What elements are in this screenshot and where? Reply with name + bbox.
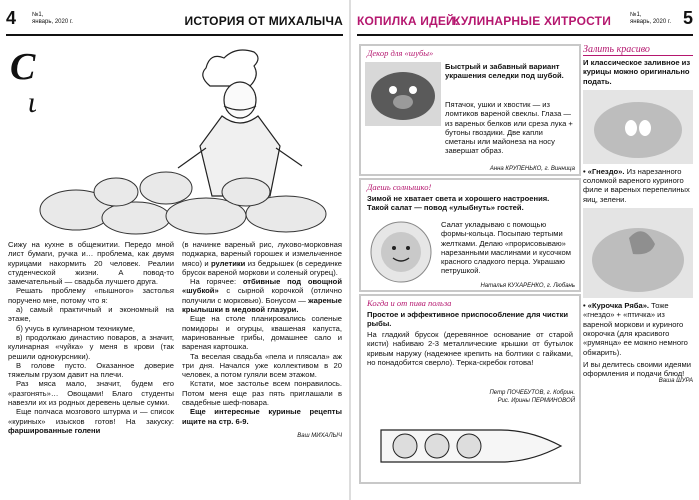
- box-lead: Простое и эффективное приспособление для чистки рыбы.: [367, 310, 569, 329]
- box-body: Пятачок, ушки и хвостик — из ломтиков вареной свеклы. Глаза — из вареных белков или среза лука + бутоны гвоздики. Две капли сметаны или майонеза на носу завершат образ.: [445, 100, 573, 156]
- title-line-1: Свадебный: [10, 46, 194, 88]
- nest-text: Из нарезанного соломкой вареного куриного филе и вареных перепелиных яиц, зелени.: [583, 166, 690, 204]
- nest-label: • «Гнездо».: [583, 166, 625, 176]
- page-number: 5: [682, 8, 693, 28]
- col1-para: [8, 407, 174, 435]
- col2-top-bold: рулетики: [210, 258, 246, 268]
- col1-bold-tail: фаршированные голени: [8, 425, 101, 435]
- side-closing: И вы делитесь своими идеями оформления и подачи блюд!: [583, 359, 691, 379]
- hot-label: На горячее:: [190, 277, 237, 287]
- col2-para: Та веселая свадьба «пела и плясала» аж три дня. Начался уже коллективом в 20 человек, а потом гуляли всем этажом.: [182, 351, 342, 380]
- hot-bold: отбивные под овощной «шубкой»: [182, 277, 342, 296]
- box-title: Декор для «шубы»: [367, 48, 434, 58]
- col2-bold-end: Еще интересные куриные рецепты ищите на стр. 6-9.: [182, 407, 342, 426]
- col1-para: Раз мяса мало, значит, будем его «разгонять»… Овощами! Благо студенты навезли их из родных деревень целые сумки.: [8, 379, 174, 408]
- issue-info: №1, январь, 2020 г.: [32, 12, 73, 25]
- box-sign: Анна КРУПЕНЬКО, г. Винница: [489, 166, 575, 172]
- col2-para: [182, 240, 342, 277]
- ryaba-label: • «Курочка Ряба».: [583, 301, 650, 311]
- col1-para: в) продолжаю династию поваров, а значит, кулинарная «чуйка» у меня в крови (так решили однокурсники).: [8, 332, 174, 361]
- col1-para: В голове пусто. Оказанное доверие тяжелым грузом давит на плечи.: [8, 360, 174, 380]
- right-header: [357, 6, 693, 36]
- sun-salad-photo: [365, 220, 437, 284]
- box-body: Салат укладываю с помощью формы-кольца. Посыпаю тертыми желтками. Делаю «прорисовываю» нарезанными маслинами и кусочком красного сладкого перца. Украшаю петрушкой.: [441, 220, 571, 276]
- nest-desc: [583, 167, 693, 204]
- title-line-2: шеф-повар: [28, 86, 168, 119]
- box-sign: Рис. Ирины ПЕРМИНОВОЙ: [497, 398, 575, 404]
- ryaba-desc: [583, 301, 693, 357]
- tip-box-beer: [359, 294, 581, 484]
- page-number: 4: [6, 8, 17, 28]
- hot-bold-2: жареные крылышки в медовой глазури.: [182, 295, 342, 315]
- rubric-a: КОПИЛКА ИДЕЙ:: [357, 14, 460, 28]
- rubric-b: КУЛИНАРНЫЕ ХИТРОСТИ: [453, 14, 612, 28]
- col1-para: Решать проблему «пышного» застолья поручено мне, потому что я:: [8, 286, 174, 305]
- box-lead: Быстрый и забавный вариант украшения селедки под шубой.: [445, 62, 564, 81]
- left-page: [0, 0, 349, 500]
- col2-para: Кстати, мое застолье всем понравилось. Потом меня еще раз пять приглашали в свадебные шеф-повара.: [182, 379, 342, 408]
- col1-para-text: Еще полчаса мозгового штурма и — список «куриных» изысков готов! На закуску:: [8, 407, 174, 426]
- rubric-title: ИСТОРИЯ ОТ МИХАЛЫЧА: [184, 14, 343, 28]
- box-sign: Наталья КУХАРЕНКО, г. Любань: [480, 283, 575, 289]
- article-col-2: [182, 240, 342, 441]
- box-title: Даешь солнышко!: [367, 182, 432, 192]
- box-lead: Зимой не хватает света и хорошего настроения. Такой салат — повод «улыбнуть» гостей.: [367, 194, 550, 213]
- poultry-pile: [40, 172, 326, 234]
- fish-scraper-drawing: [371, 408, 571, 476]
- signature: Ваш МИХАЛЫЧ: [297, 432, 342, 439]
- ryaba-text: Тоже «гнездо» + «птичка» из вареной моркови и куриного окорочка (для красивого «румянца» ее можно немного обжарить).: [583, 301, 688, 357]
- herring-pig-photo: [365, 62, 441, 126]
- tip-box-decor: [359, 44, 581, 176]
- issue-info: №1, январь, 2020 г.: [630, 12, 671, 25]
- tip-box-sun: [359, 178, 581, 292]
- col2-para: [182, 277, 342, 314]
- side-column: [583, 44, 693, 490]
- box-body: На гладкий брусок (деревянное основание от старой кисти) набиваю 2-3 металлические крышки от бутылок кривым наружу (надежнее крепить на болтики с гайками, но понадобится сверло). Терка-скребок готова!: [367, 330, 573, 367]
- chef-figure: [178, 50, 302, 196]
- article-col-1: [8, 240, 174, 435]
- side-title: Залить красиво: [583, 44, 693, 56]
- ryaba-photo: [583, 208, 693, 298]
- col2-para: Еще на столе планировались соленые помидоры и огурцы, квашеная капуста, маринованные грибы, домашнее сало и вареная картошка.: [182, 314, 342, 352]
- col2-top-rest: из бедрышек (в серединке брусок вареной моркови и соленый огурец).: [182, 258, 342, 277]
- col1-para: Сижу на кухне в общежитии. Передо мной лист бумаги, ручка и… проблема, как двумя курицами накормить 20 человек. Реалии студенческой жизни. А повод-то замечательный — свадьба лучшего друга.: [8, 240, 174, 287]
- side-lead: И классическое заливное из курицы можно оригинально подать.: [583, 58, 691, 86]
- col2-top: (в начинке вареный рис, луково-морковная поджарка, вареный горошек и измельченное мясо) и: [182, 240, 342, 268]
- col1-para: а) самый практичный и экономный на этаже,: [8, 305, 174, 324]
- chef-illustration: [36, 42, 342, 238]
- side-sign: Ваша ШУРА: [658, 378, 693, 385]
- left-header: [6, 6, 343, 36]
- hot-rest: с сырной корочкой (отлично получили с морковью). Бонусом —: [182, 286, 342, 305]
- col1-para: б) учусь в кулинарном техникуме,: [16, 323, 135, 333]
- box-sign: Петр ПОЧЕБУТОВ, г. Кобрин.: [489, 390, 575, 396]
- nest-photo: [583, 90, 693, 164]
- right-page: [351, 0, 699, 500]
- box-title: Когда и от пива польза: [367, 298, 452, 308]
